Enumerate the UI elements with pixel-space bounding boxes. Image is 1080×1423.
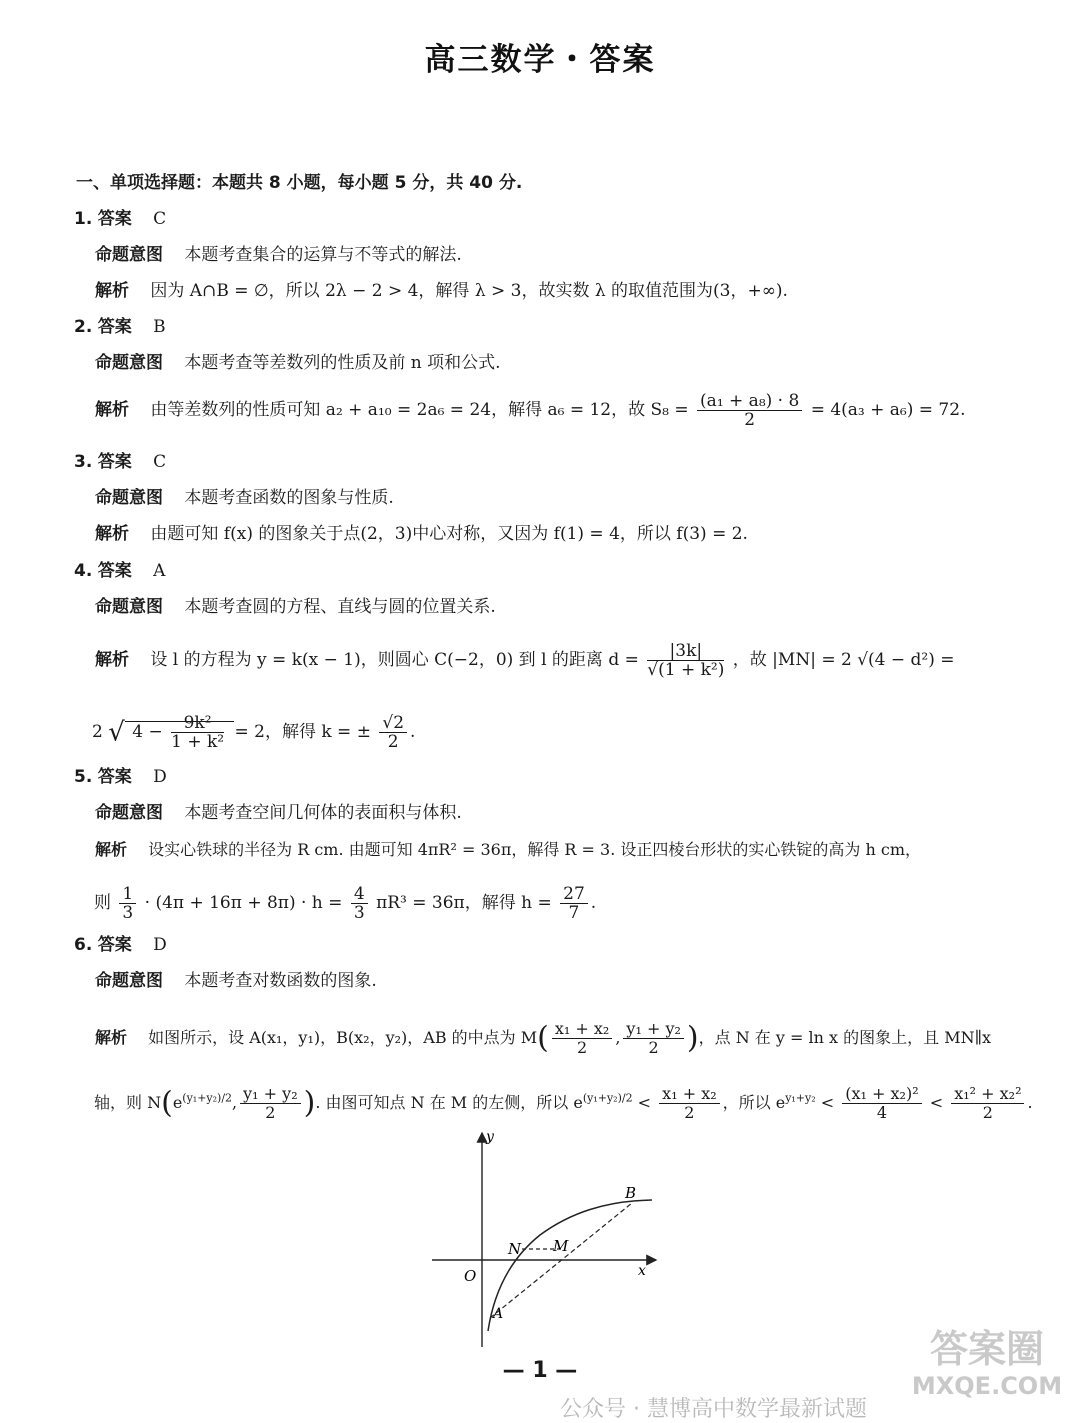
question-5-analysis-line2: [94, 885, 596, 922]
question-3-analysis-row: [95, 523, 748, 545]
answer-label: 答案: [97, 209, 132, 229]
question-2-answer-row: [74, 316, 166, 338]
question-5-number: 5.: [74, 767, 93, 787]
question-6-answer: D: [153, 935, 167, 955]
intent-label: 命题意图: [95, 353, 163, 373]
fraction-denominator: 3: [353, 903, 365, 923]
question-1-answer-row: [74, 208, 166, 230]
question-6-compare-fraction-2: [842, 1085, 921, 1122]
less-than-sign: <: [820, 1093, 835, 1112]
fraction-denominator: 3: [122, 903, 134, 923]
question-4-distance-fraction: [647, 642, 724, 679]
answer-label: 答案: [97, 317, 132, 337]
question-6-line2-c: ，所以 e: [722, 1093, 786, 1112]
question-5-answer-row: [74, 766, 167, 788]
question-4-line2-coefficient: 2: [92, 722, 103, 742]
fraction-numerator: 9k²: [171, 714, 224, 733]
fraction-numerator: x₁² + x₂²: [951, 1085, 1024, 1104]
fraction-numerator: y₁ + y₂: [240, 1085, 300, 1104]
question-4-radical: [125, 713, 235, 752]
intent-label: 命题意图: [95, 971, 163, 991]
question-2-answer: B: [153, 317, 166, 337]
question-1-answer: C: [153, 209, 167, 229]
watermark-url: MXQE.COM: [911, 1372, 1063, 1400]
question-6-intent: 本题考查对数函数的图象.: [184, 971, 377, 991]
question-2-analysis-pre: 由等差数列的性质可知 a₂ + a₁₀ = 2a₆ = 24，解得 a₆ = 12，故 S₈ =: [150, 400, 689, 420]
intent-label: 命题意图: [95, 597, 163, 617]
fraction-denominator: 2: [982, 1103, 993, 1122]
question-1-analysis-row: [95, 280, 788, 302]
less-than-sign: <: [637, 1093, 652, 1112]
question-3-answer: C: [153, 452, 167, 472]
question-6-intent-row: [95, 970, 377, 992]
ln-curve: [488, 1200, 652, 1331]
question-1-intent-row: [95, 244, 462, 266]
question-4-line2-end: .: [410, 722, 416, 742]
intent-label: 命题意图: [95, 488, 163, 508]
question-6-analysis-line2: 轴，则 $N(e^{(y_1+y_2)/2}$, $\frac{\text{y₁ + y₂}}{2}$ ). 由图可知点 N 在 M 的左侧，所以 $e^{(y_1+y_2)/2}$ < $\frac{\text{x₁ + x₂}}{2}$ ，所以 $e^{y_1+y_2}$ < $\frac{\text{(x₁ + x₂)²}}{4}$ < $\frac{\text{x₁² + x₂²}}{2}$ .: [94, 1084, 1033, 1122]
answer-label: 答案: [97, 767, 132, 787]
section-heading: 一、单项选择题：本题共 8 小题，每小题 5 分，共 40 分.: [76, 173, 523, 193]
question-6-n-exponent: (y₁+y₂)/2: [182, 1091, 233, 1105]
fraction-denominator: 7: [568, 903, 580, 923]
question-6-analysis-post: ，点 N 在 y = ln x 的图象上，且 MN∥x: [698, 1028, 991, 1047]
question-6-analysis-pre: 如图所示，设 A(x₁，y₁)，B(x₂，y₂)，AB 的中点为 M: [148, 1028, 538, 1047]
label-n: N: [508, 1240, 522, 1258]
label-x: x: [638, 1263, 646, 1279]
question-4-intent: 本题考查圆的方程、直线与圆的位置关系.: [184, 597, 496, 617]
question-5-analysis: 设实心铁球的半径为 R cm. 由题可知 4πR² = 36π，解得 R = 3. 设正四棱台形状的实心铁锭的高为 h cm，: [148, 840, 922, 859]
question-5-intent-row: [95, 802, 462, 824]
question-6-line2-b: . 由图可知点 N 在 M 的左侧，所以 e: [315, 1093, 583, 1112]
fraction-denominator: 2: [265, 1103, 276, 1122]
question-5-line2-end: .: [590, 893, 597, 913]
question-6-exponent-1: (y₁+y₂)/2: [582, 1091, 633, 1105]
question-1-number: 1.: [74, 209, 93, 229]
fraction-denominator: 2: [684, 1103, 695, 1122]
fraction-numerator: 1: [119, 885, 136, 904]
question-4-intent-row: [95, 596, 496, 618]
question-5-line2-a: 则: [94, 893, 111, 913]
analysis-label: 解析: [95, 840, 128, 859]
label-b: B: [625, 1184, 637, 1202]
question-2-intent: 本题考查等差数列的性质及前 n 项和公式.: [184, 353, 501, 373]
footer-text: 公众号 · 慧博高中数学最新试题: [560, 1397, 867, 1422]
answer-label: 答案: [97, 452, 132, 472]
analysis-label: 解析: [95, 281, 129, 301]
question-6-answer-row: [74, 934, 167, 956]
fraction-numerator: |3k|: [647, 642, 724, 661]
question-3-answer-row: [74, 451, 166, 473]
page-number: — 1 —: [502, 1358, 578, 1383]
fraction-denominator: 2: [744, 410, 756, 430]
watermark-logo: 答案圈: [929, 1327, 1044, 1371]
question-2-analysis-row: [95, 392, 965, 429]
question-4-number: 4.: [74, 561, 93, 581]
question-4-analysis-post: ，故 |MN| = 2 √(4 − d²) =: [732, 650, 955, 670]
question-5-fraction-2: [351, 885, 368, 922]
question-5-fraction-3: [560, 885, 588, 922]
less-than-sign: <: [929, 1093, 944, 1112]
question-6-compare-fraction-3: [951, 1085, 1024, 1122]
fraction-numerator: (x₁ + x₂)²: [842, 1085, 921, 1104]
question-3-intent: 本题考查函数的图象与性质.: [184, 488, 394, 508]
question-4-analysis-line2: 2 √ 4 − $\frac{\text{9k²}}{\text{1 + k²}}$ = 2，解得 k = ± $\frac{√2}{2}$ .: [92, 713, 416, 752]
question-4-answer-row: [74, 560, 165, 582]
fraction-denominator: 4: [876, 1103, 888, 1122]
question-5-line2-c: πR³ = 36π，解得 h =: [376, 893, 552, 913]
question-1-intent: 本题考查集合的运算与不等式的解法.: [184, 245, 462, 265]
question-4-analysis-pre: 设 l 的方程为 y = k(x − 1)，则圆心 C(−2，0) 到 l 的距离 d =: [150, 650, 639, 670]
fraction-denominator: 1 + k²: [171, 732, 225, 752]
label-m: M: [553, 1237, 569, 1255]
analysis-label: 解析: [95, 1028, 128, 1047]
question-6-exponent-2: y₁+y₂: [785, 1091, 816, 1105]
fraction-numerator: 4: [351, 885, 368, 904]
question-6-number: 6.: [74, 935, 93, 955]
intent-label: 命题意图: [95, 245, 163, 265]
question-4-answer: A: [153, 561, 166, 581]
analysis-label: 解析: [95, 650, 129, 670]
question-6-line2-end: .: [1027, 1093, 1033, 1112]
question-2-analysis-post: = 4(a₃ + a₆) = 72.: [810, 400, 966, 420]
analysis-label: 解析: [95, 400, 129, 420]
fraction-numerator: 27: [560, 885, 588, 904]
analysis-label: 解析: [95, 524, 129, 544]
question-1-analysis: 因为 A∩B = ∅，所以 2λ − 2 > 4，解得 λ > 3，故实数 λ 的取值范围为(3，+∞).: [150, 281, 788, 301]
question-5-answer: D: [153, 767, 167, 787]
question-2-fraction: [697, 392, 802, 429]
question-6-compare-fraction-1: [659, 1085, 719, 1122]
fraction-denominator: 2: [648, 1038, 659, 1057]
fraction-denominator: 2: [576, 1038, 588, 1057]
question-6-line2-a: 轴，则 N: [94, 1093, 162, 1112]
question-5-line2-b: · (4π + 16π + 8π) · h =: [144, 893, 343, 913]
intent-label: 命题意图: [95, 803, 163, 823]
answer-label: 答案: [97, 561, 132, 581]
page-title: 高三数学・答案: [424, 42, 656, 78]
question-3-intent-row: [95, 487, 394, 509]
answer-label: 答案: [97, 935, 132, 955]
label-o: O: [464, 1267, 477, 1285]
question-5-fraction-1: [119, 885, 136, 922]
question-4-line2-mid: = 2，解得 k = ±: [234, 722, 371, 742]
question-4-radical-pre: 4 −: [132, 722, 163, 742]
fraction-numerator: y₁ + y₂: [623, 1020, 683, 1039]
question-6-analysis-row: 解析 如图所示，设 A(x₁，y₁)，B(x₂，y₂)，AB 的中点为 M( $\frac{\text{x₁ + x₂}}{2}$ , $\frac{\text{y₁ + y₂}}{2}$ )，点 N 在 y = ln x 的图象上，且 MN∥x: [95, 1019, 991, 1057]
question-4-radical-fraction: [171, 714, 224, 751]
question-2-number: 2.: [74, 317, 93, 337]
fraction-denominator: √(1 + k²): [647, 660, 725, 680]
question-6-n-fraction: [240, 1085, 300, 1122]
question-4-result-fraction: [379, 714, 407, 751]
fraction-numerator: x₁ + x₂: [552, 1020, 612, 1039]
fraction-numerator: √2: [379, 714, 407, 733]
question-3-number: 3.: [74, 452, 93, 472]
ln-graph-figure: [420, 1125, 670, 1350]
question-6-m-fraction-2: [623, 1020, 683, 1057]
question-4-analysis-row: [95, 642, 955, 679]
question-5-intent: 本题考查空间几何体的表面积与体积.: [184, 803, 462, 823]
question-6-m-fraction-1: [552, 1020, 612, 1057]
question-3-analysis: 由题可知 f(x) 的图象关于点(2，3)中心对称，又因为 f(1) = 4，所以 f(3) = 2.: [150, 524, 748, 544]
label-a: A: [493, 1306, 504, 1322]
label-y: y: [486, 1129, 494, 1145]
fraction-denominator: 2: [387, 732, 399, 752]
question-2-intent-row: [95, 352, 501, 374]
question-5-analysis-row: [95, 839, 921, 861]
fraction-numerator: (a₁ + a₈) · 8: [697, 392, 802, 411]
fraction-numerator: x₁ + x₂: [659, 1085, 719, 1104]
